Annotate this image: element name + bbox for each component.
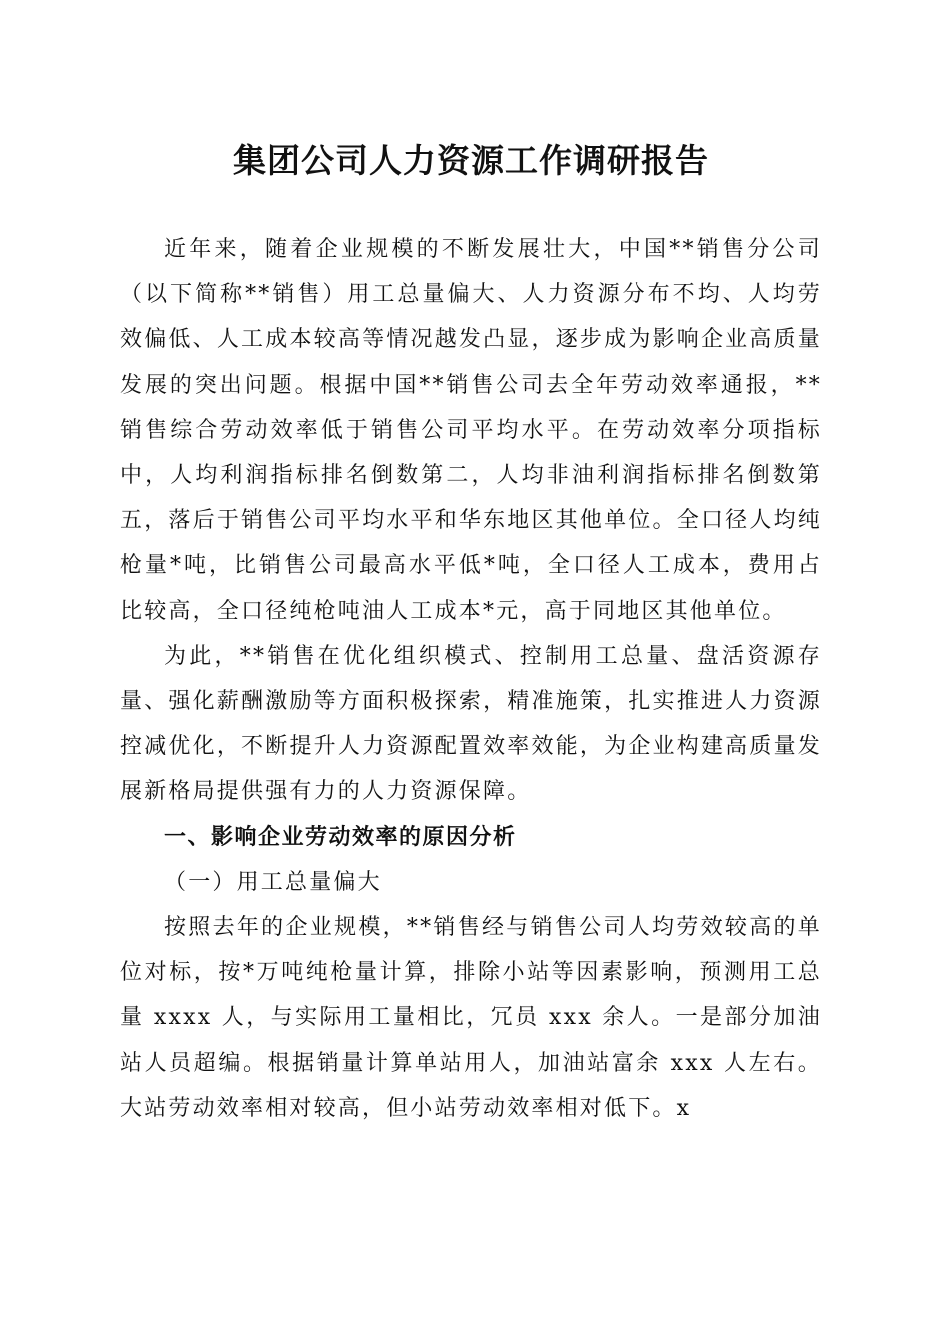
paragraph-analysis: 按照去年的企业规模，**销售经与销售公司人均劳效较高的单位对标，按*万吨纯枪量计算，排除小站等因素影响，预测用工总量 xxxx 人，与实际用工量相比，冗员 xxx 余人。一是部分加油站人员超编。根据销量计算单站用人，加油站富余 xxx 人左右。大站劳动效率相对较高，但小站劳动效率相对低下。x	[120, 915, 822, 1121]
paragraph-measures: 为此，**销售在优化组织模式、控制用工总量、盘活资源存量、强化薪酬激励等方面积极探索，精准施策，扎实推进人力资源控减优化，不断提升人力资源配置效率效能，为企业构建高质量发展新格局提供强有力的人力资源保障。	[120, 643, 822, 805]
section-heading: 一、影响企业劳动效率的原因分析	[164, 824, 517, 850]
document-title: 集团公司人力资源工作调研报告	[233, 141, 709, 180]
subsection-heading: （一）用工总量偏大	[164, 869, 382, 895]
paragraph-intro: 近年来，随着企业规模的不断发展壮大，中国**销售分公司（以下简称**销售）用工总量偏大、人力资源分布不均、人均劳效偏低、人工成本较高等情况越发凸显，逐步成为影响企业高质量发展的突出问题。根据中国**销售公司去全年劳动效率通报，**销售综合劳动效率低于销售公司平均水平。在劳动效率分项指标中，人均利润指标排名倒数第二，人均非油利润指标排名倒数第五，落后于销售公司平均水平和华东地区其他单位。全口径人均纯枪量*吨，比销售公司最高水平低*吨，全口径人工成本，费用占比较高，全口径纯枪吨油人工成本*元，高于同地区其他单位。	[120, 237, 822, 624]
document-page	[120, 0, 822, 1131]
